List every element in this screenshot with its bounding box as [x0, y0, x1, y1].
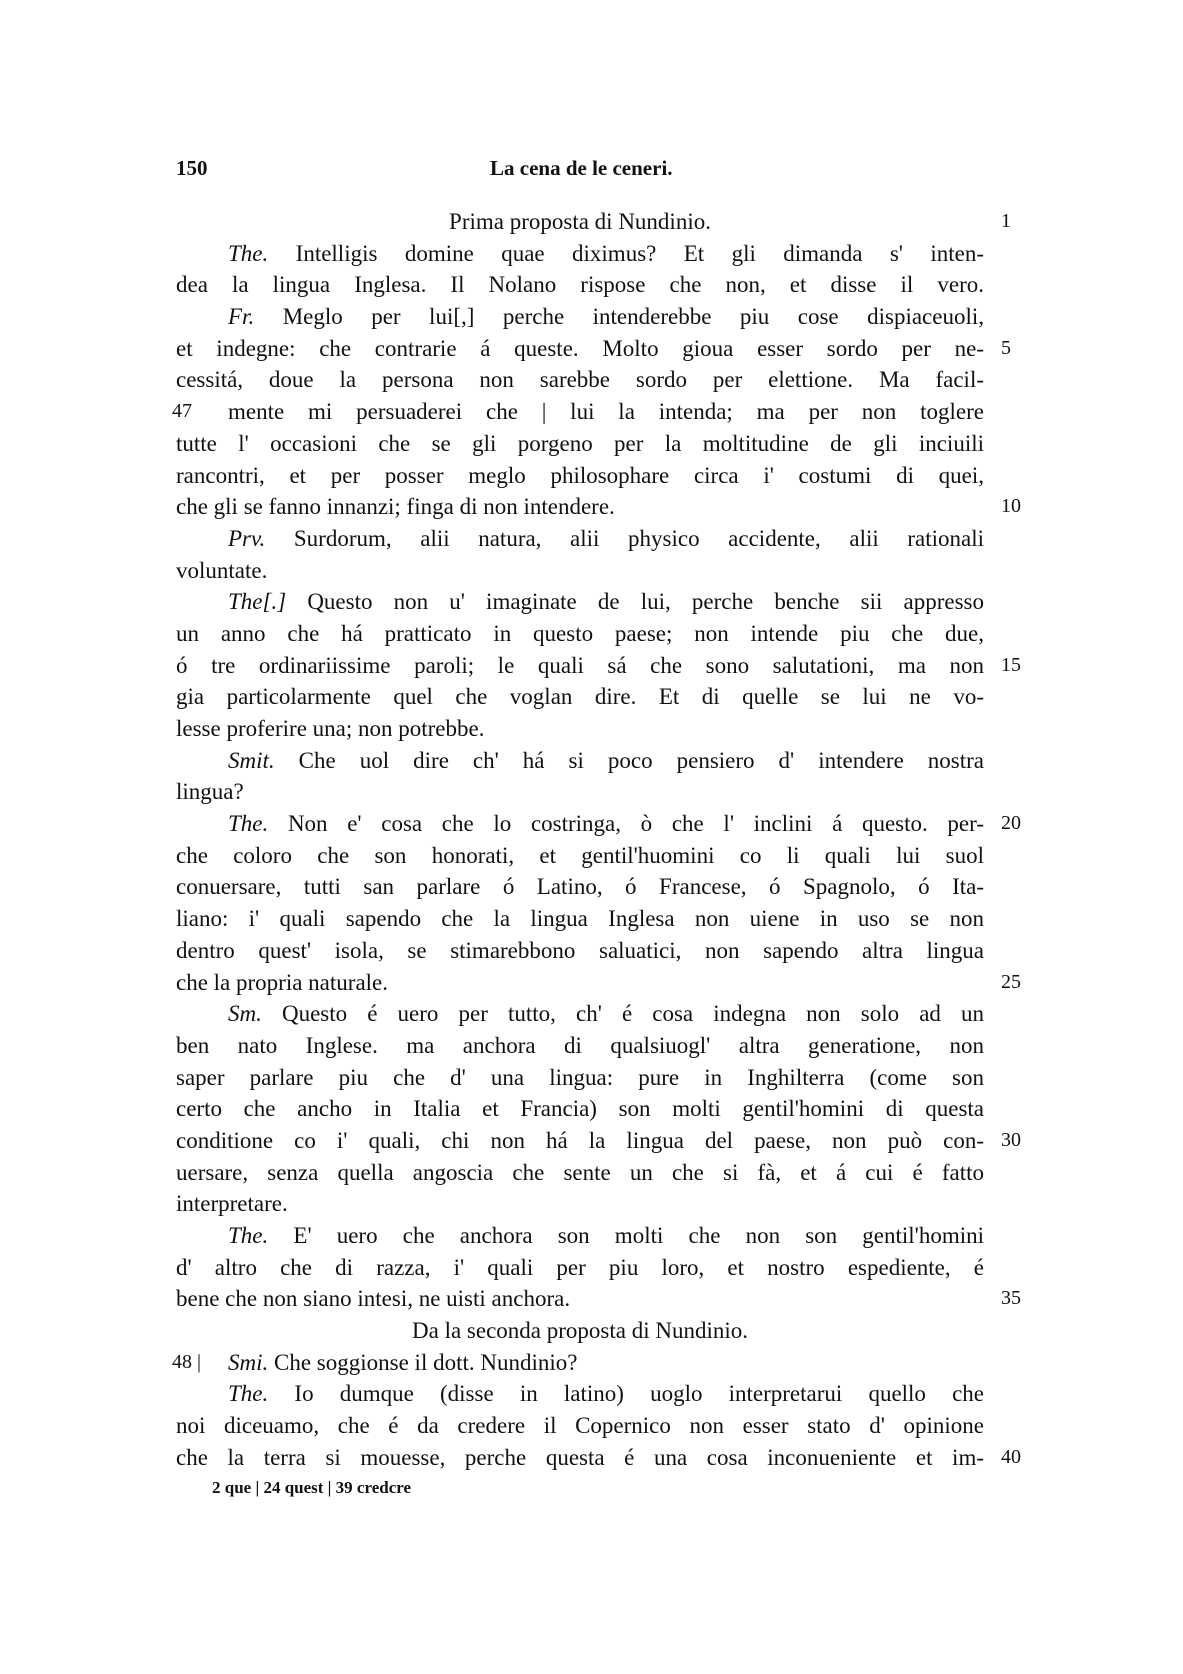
line-text: voluntate. [176, 557, 268, 583]
text-line [176, 871, 984, 903]
line-text: et indegne: che contrarie á queste. Molto gioua esser sordo per ne- [176, 335, 984, 361]
line-text: che coloro che son honorati, et gentil'huomini co li quali lui suol [176, 842, 984, 868]
line-text: lingua? [176, 779, 244, 805]
speaker-label: The. [228, 240, 269, 266]
line-text: Prima proposta di Nundinio. [449, 209, 711, 234]
line-text: ben nato Inglese. ma anchora di qualsiuogl' altra generatione, non [176, 1032, 984, 1058]
text-body [172, 206, 1021, 1474]
text-line [176, 555, 984, 587]
text-line [176, 681, 984, 713]
line-text: Questo é uero per tutto, ch' é cosa indegna non solo ad un [281, 1001, 985, 1027]
line-text: Io dumque (disse in latino) uoglo interpretarui quello che [294, 1381, 985, 1407]
line-text: Questo non u' imaginate de lui, perche benche sii appresso [307, 589, 984, 615]
speaker-label: Fr. [228, 304, 255, 330]
line-text: Da la seconda proposta di Nundinio. [412, 1318, 748, 1344]
line-number: 20 [1001, 812, 1021, 835]
line-number: 25 [1001, 970, 1021, 993]
text-line [176, 998, 984, 1030]
margin-page-number: 48 | [172, 1350, 202, 1373]
line-text: Che soggionse il dott. Nundinio? [274, 1349, 578, 1375]
text-line [176, 1125, 1021, 1157]
line-text: E' uero che anchora son molti che non son gentil'homini [293, 1223, 984, 1248]
text-line [176, 808, 1021, 840]
speaker-label: Smit. [228, 747, 275, 773]
text-line [176, 1252, 984, 1284]
footnote: 2 que | 24 quest | 39 credcre [212, 1478, 412, 1497]
line-text: Meglo per lui[,] perche intenderebbe piu cose dispiaceuoli, [282, 304, 985, 330]
line-text: dea la lingua Inglesa. Il Nolano rispose che non, et disse il vero. [176, 272, 984, 298]
line-text: ó tre ordinariissime paroli; le quali sá che sono salutationi, ma non [176, 652, 984, 678]
text-line [176, 428, 984, 460]
text-line [176, 935, 984, 967]
line-number: 15 [1001, 653, 1021, 676]
line-text: bene che non siano intesi, ne uisti anchora. [176, 1286, 571, 1312]
line-text: liano: i' quali sapendo che la lingua Inglesa non uiene in uso se non [176, 906, 984, 932]
line-text: dentro quest' isola, se stimarebbono saluatici, non sapendo altra lingua [176, 937, 984, 963]
line-text: che la propria naturale. [176, 969, 388, 995]
text-line [176, 1283, 1021, 1315]
text-line [176, 713, 984, 745]
speaker-label: The. [228, 811, 269, 837]
line-text: uersare, senza quella angoscia che sente un che si fà, et á cui é fatto [176, 1159, 984, 1185]
line-text: che la terra si mouesse, perche questa é una cosa inconueniente et im- [176, 1444, 984, 1470]
speaker-label: Sm. [228, 1001, 262, 1027]
text-line [176, 1220, 984, 1252]
line-text: noi diceuamo, che é da credere il Copernico non esser stato d' opinione [176, 1413, 984, 1439]
speaker-label: The. [228, 1381, 269, 1407]
text-line [176, 460, 984, 492]
line-text: Non e' cosa che lo costringa, ò che l' inclini á questo. per- [287, 811, 985, 837]
page-number: 150 [176, 156, 208, 180]
text-line [176, 364, 984, 396]
line-text: saper parlare piu che d' una lingua: pure in Inghilterra (come son [176, 1064, 984, 1090]
line-text: gia particolarmente quel che voglan dire. Et di quelle se lui ne vo- [176, 684, 984, 710]
line-number: 35 [1001, 1287, 1021, 1310]
text-line [176, 840, 984, 872]
line-text: interpretare. [176, 1191, 288, 1217]
line-text: conditione co i' quali, chi non há la lingua del paese, non può con- [176, 1127, 984, 1153]
text-line [172, 396, 984, 428]
line-number: 30 [1001, 1128, 1021, 1151]
line-text: lesse proferire una; non potrebbe. [176, 716, 485, 741]
text-line [176, 1157, 984, 1189]
line-text: che gli se fanno innanzi; finga di non intendere. [176, 494, 615, 520]
text-line [176, 491, 1021, 523]
text-line [176, 1062, 984, 1094]
text-line [176, 903, 984, 935]
line-text: Intelligis domine quae diximus? Et gli dimanda s' inten- [295, 240, 985, 266]
line-text: tutte l' occasioni che se gli porgeno per la moltitudine de gli inciuili [176, 430, 984, 456]
text-line [176, 301, 984, 333]
line-number: 10 [1001, 495, 1021, 518]
text-line [176, 1378, 984, 1410]
text-line [176, 618, 984, 650]
line-text: un anno che há pratticato in questo paese; non intende piu che due, [176, 620, 984, 646]
text-line [176, 269, 984, 301]
speaker-label: Prv. [228, 525, 266, 551]
line-text: d' altro che di razza, i' quali per piu loro, et nostro espediente, é [176, 1254, 984, 1280]
line-text: mente mi persuaderei che | lui la intenda; ma per non toglere [228, 399, 984, 425]
line-text: conuersare, tutti san parlare ó Latino, ó Francese, ó Spagnolo, ó Ita- [176, 874, 984, 900]
running-title: La cena de le ceneri. [490, 156, 673, 180]
text-line [176, 745, 984, 777]
text-line [176, 1442, 1021, 1474]
line-number: 1 [1001, 210, 1011, 232]
speaker-label: Smi. [228, 1349, 269, 1375]
text-line [176, 1093, 984, 1125]
text-line [176, 206, 1011, 238]
line-text: cessitá, doue la persona non sarebbe sordo per elettione. Ma facil- [176, 367, 984, 393]
text-line [176, 1030, 984, 1062]
line-number: 40 [1001, 1445, 1021, 1468]
text-line [176, 238, 984, 270]
line-text: certo che ancho in Italia et Francia) son molti gentil'homini di questa [176, 1096, 984, 1122]
line-text: Surdorum, alii natura, alii physico accidente, alii rationali [293, 525, 984, 551]
text-line [176, 776, 984, 808]
text-line [176, 967, 1021, 999]
speaker-label: The[.] [228, 589, 287, 615]
text-line [172, 1347, 984, 1379]
margin-page-number: 47 [172, 400, 192, 423]
text-line [176, 1315, 984, 1347]
text-line [176, 523, 984, 555]
text-line [176, 650, 1021, 682]
text-line [176, 333, 1011, 365]
line-text: Che uol dire ch' há si poco pensiero d' intendere nostra [298, 747, 984, 773]
text-line [176, 1188, 984, 1220]
text-line [176, 1410, 984, 1442]
line-number: 5 [1001, 336, 1011, 359]
speaker-label: The. [228, 1223, 269, 1248]
line-text: rancontri, et per posser meglo philosophare circa i' costumi di quei, [176, 462, 984, 488]
text-line [176, 586, 984, 618]
